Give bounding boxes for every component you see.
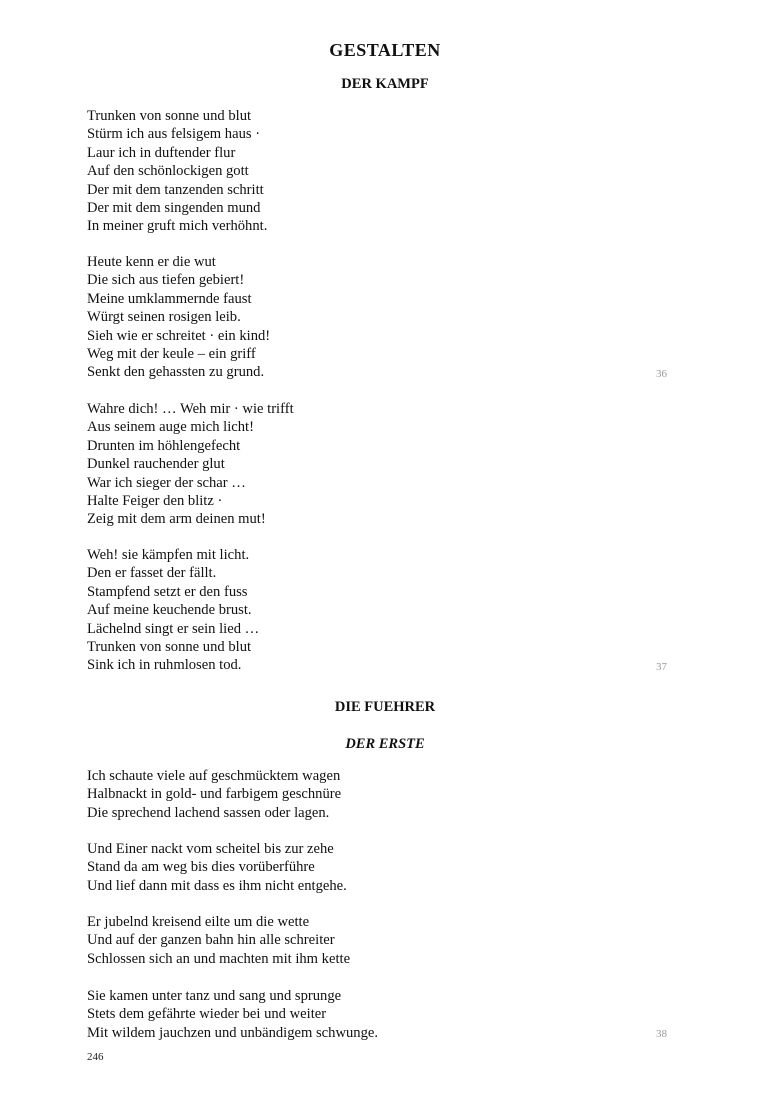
margin-marker: 36 xyxy=(656,368,667,380)
stanza xyxy=(87,400,627,529)
verse-line: Stand da am weg bis dies vorüberführe xyxy=(87,859,315,876)
poem-title-der-kampf: DER KAMPF xyxy=(341,76,429,92)
stanza xyxy=(87,107,627,236)
stanza xyxy=(87,840,627,895)
verse-line: Stampfend setzt er den fuss xyxy=(87,583,248,600)
verse-line: Sink ich in ruhmlosen tod. xyxy=(87,657,242,674)
verse-line: Lächelnd singt er sein lied … xyxy=(87,620,260,637)
poem-title-der-erste: DER ERSTE xyxy=(345,736,425,752)
stanza xyxy=(87,767,627,822)
verse-line: Auf meine keuchende brust. xyxy=(87,602,252,619)
verse-line: Sieh wie er schreitet · ein kind! xyxy=(87,327,271,344)
verse-line: Sie kamen unter tanz und sang und sprunge xyxy=(87,988,342,1004)
verse-line: Trunken von sonne und blut xyxy=(87,108,252,124)
verse-line: Und auf der ganzen bahn hin alle schreiter xyxy=(87,932,335,949)
margin-marker: 37 xyxy=(656,661,667,673)
verse-line: Zeig mit dem arm deinen mut! xyxy=(87,511,266,528)
verse-line: Und Einer nackt vom scheitel bis zur zehe xyxy=(87,841,334,857)
verse-line: Aus seinem auge mich licht! xyxy=(87,419,254,436)
verse-line: Weh! sie kämpfen mit licht. xyxy=(87,547,250,563)
verse-line: Meine umklammernde faust xyxy=(87,290,252,307)
page-title: GESTALTEN xyxy=(329,40,441,60)
verse-line: Mit wildem jauchzen und unbändigem schwunge. xyxy=(87,1024,378,1041)
verse-line: Und lief dann mit dass es ihm nicht entgehe. xyxy=(87,877,347,894)
stanza xyxy=(87,253,627,382)
stanza xyxy=(87,546,627,675)
verse-line: Der mit dem tanzenden schritt xyxy=(87,181,264,198)
verse-line: Drunten im höhlengefecht xyxy=(87,437,241,454)
stanza xyxy=(87,987,627,1042)
verse-line: Die sich aus tiefen gebiert! xyxy=(87,272,245,289)
verse-line: Laur ich in duftender flur xyxy=(87,144,236,161)
verse-line: Der mit dem singenden mund xyxy=(87,199,261,216)
verse-line: Er jubelnd kreisend eilte um die wette xyxy=(87,914,310,930)
verse-line: In meiner gruft mich verhöhnt. xyxy=(87,218,268,235)
verse-line: Senkt den gehassten zu grund. xyxy=(87,364,265,381)
verse-line: Halte Feiger den blitz · xyxy=(87,492,223,509)
verse-line: Dunkel rauchender glut xyxy=(87,456,225,473)
verse-line: War ich sieger der schar … xyxy=(87,474,246,491)
margin-marker: 38 xyxy=(656,1028,667,1040)
verse-line: Auf den schönlockigen gott xyxy=(87,163,249,180)
verse-line: Heute kenn er die wut xyxy=(87,254,216,270)
verse-line: Wahre dich! … Weh mir · wie trifft xyxy=(87,401,294,417)
verse-line: Trunken von sonne und blut xyxy=(87,638,252,655)
verse-line: Halbnackt in gold- und farbigem geschnüre xyxy=(87,786,342,803)
verse-line: Stürm ich aus felsigem haus · xyxy=(87,126,261,143)
verse-line: Stets dem gefährte wieder bei und weiter xyxy=(87,1006,327,1023)
verse-line: Ich schaute viele auf geschmücktem wagen xyxy=(87,768,341,784)
verse-line: Den er fasset der fällt. xyxy=(87,565,217,582)
verse-line: Schlossen sich an und machten mit ihm kette xyxy=(87,950,351,967)
verse-line: Weg mit der keule – ein griff xyxy=(87,345,256,362)
verse-line: Die sprechend lachend sassen oder lagen. xyxy=(87,804,330,821)
stanza xyxy=(87,913,627,968)
page-number: 246 xyxy=(87,1051,104,1063)
section-title-die-fuehrer: DIE FUEHRER xyxy=(334,699,436,715)
verse-line: Würgt seinen rosigen leib. xyxy=(87,309,241,326)
